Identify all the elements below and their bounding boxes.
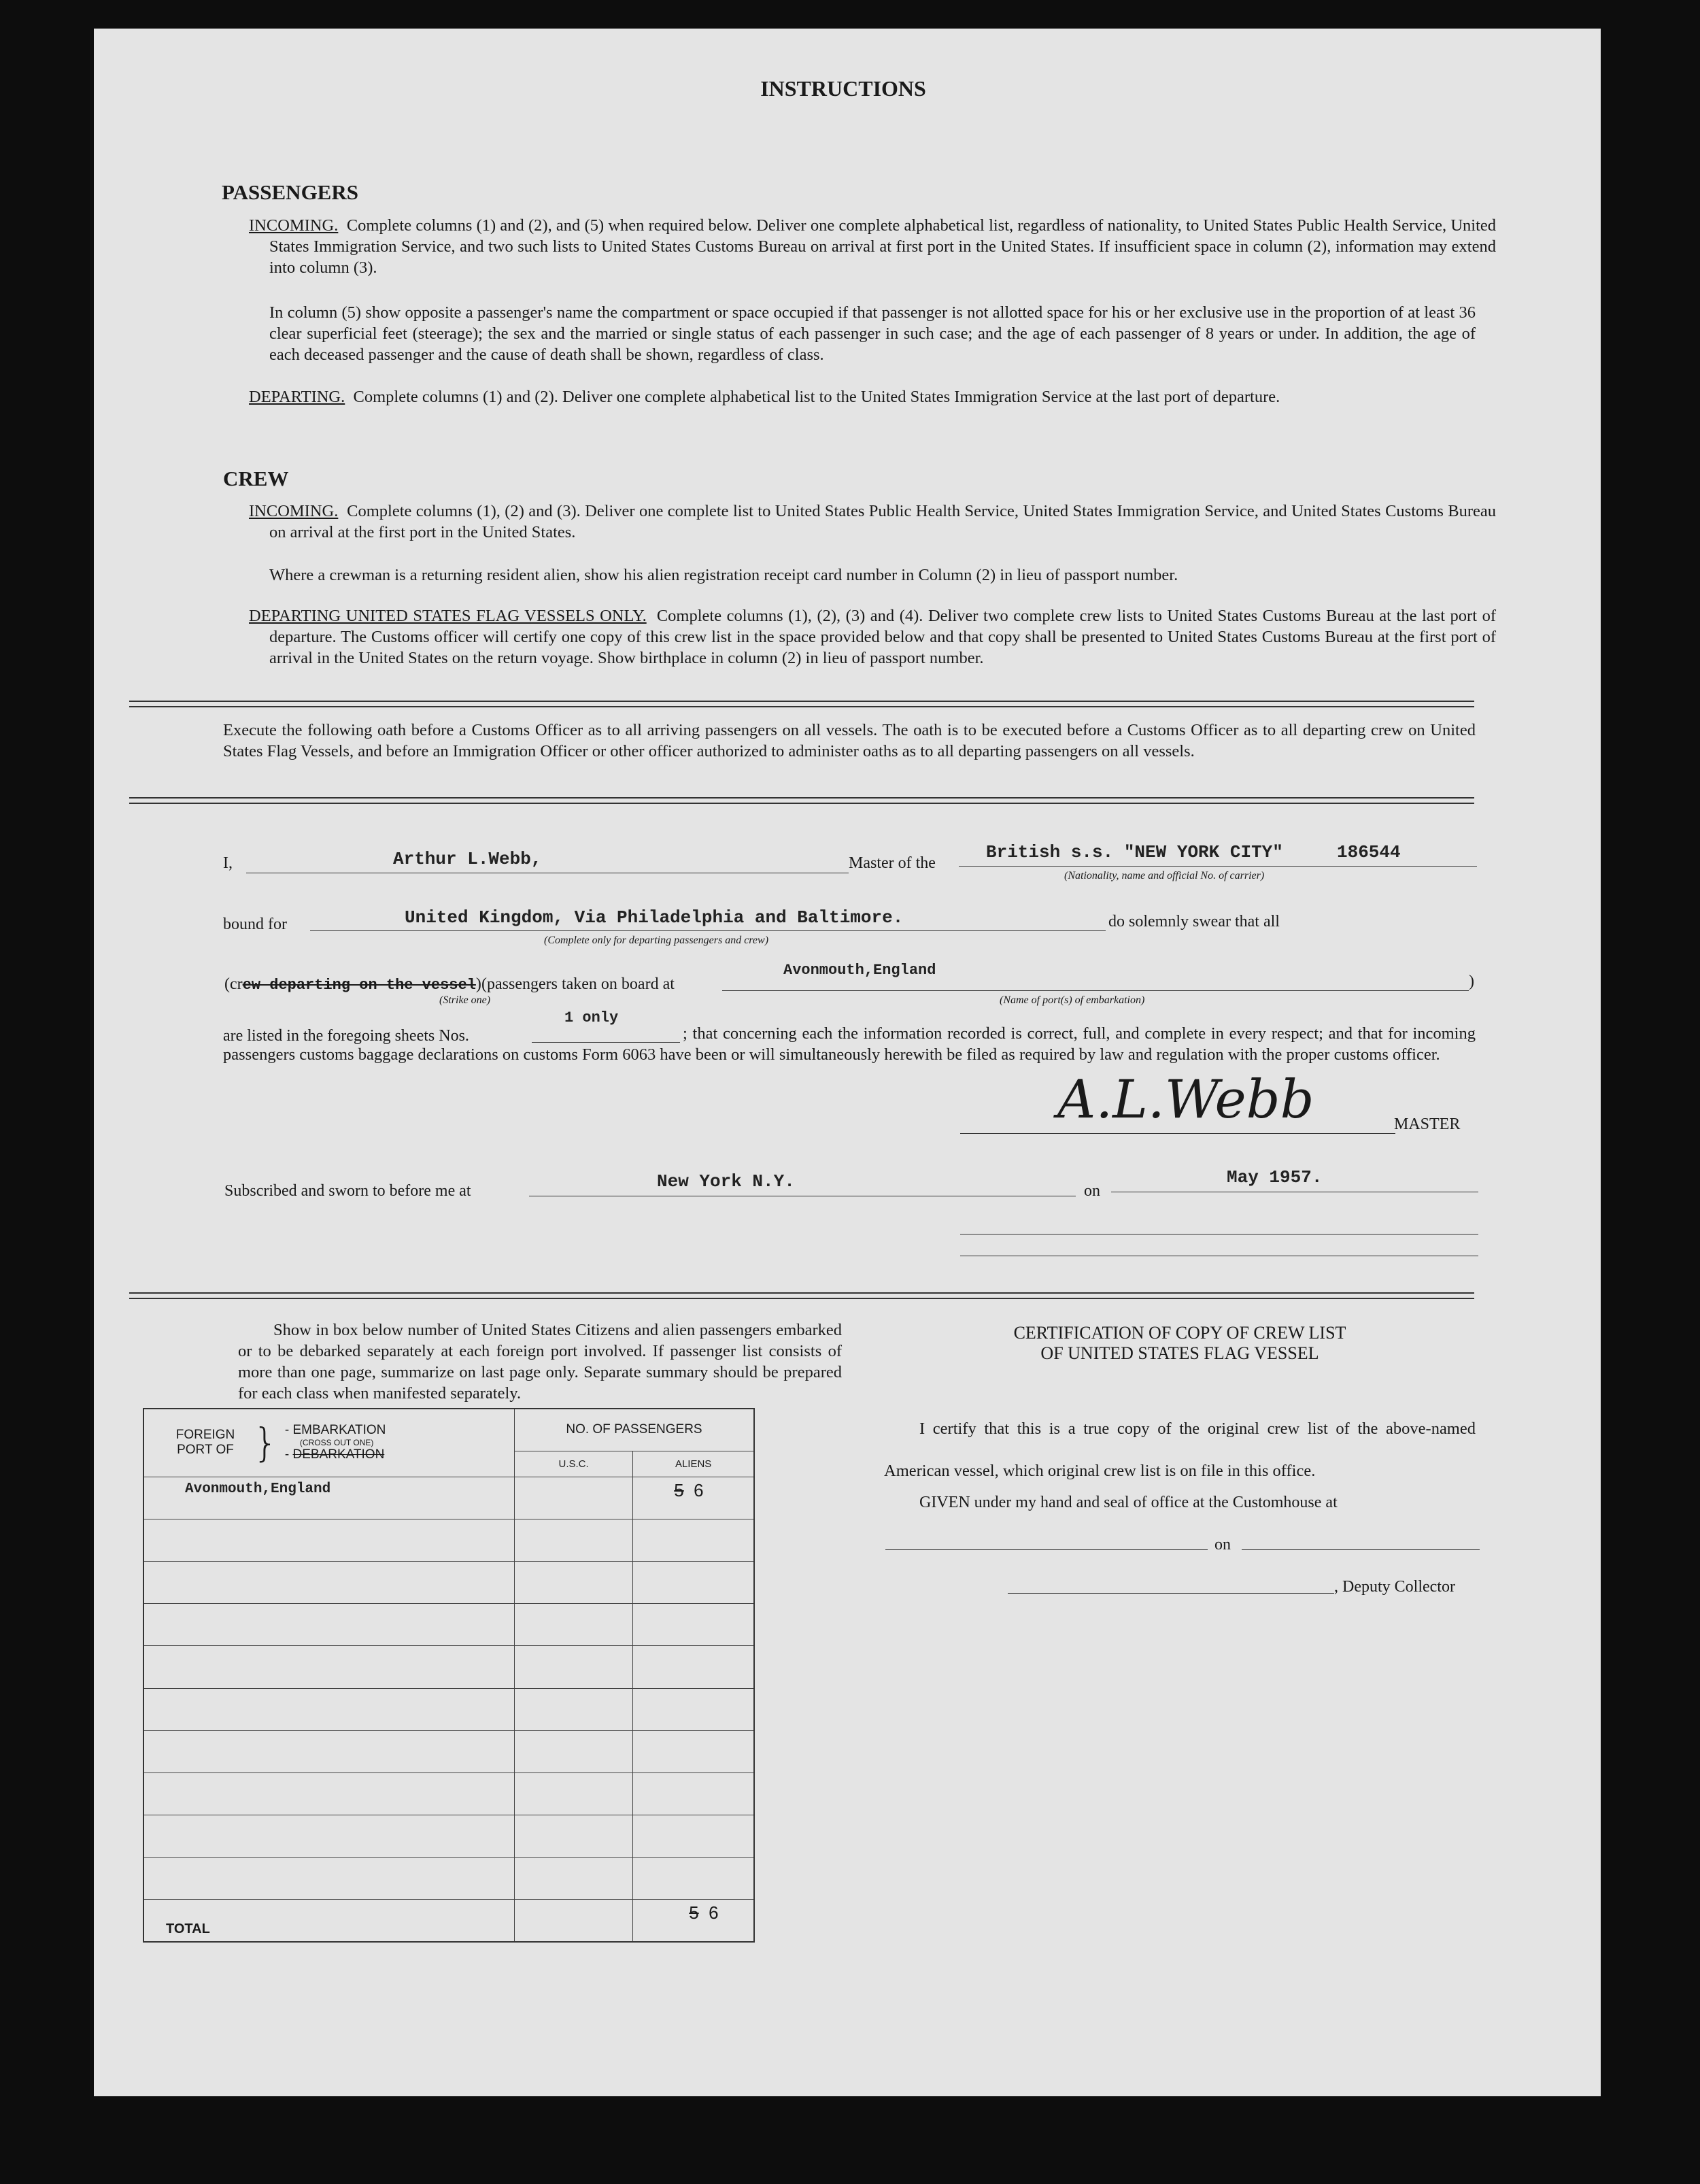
usc-cell: [514, 1646, 632, 1688]
usc-cell: [514, 1773, 632, 1815]
table-row: [143, 1519, 754, 1561]
debarkation-label: [285, 1447, 386, 1462]
certification-on-label: on: [1214, 1536, 1231, 1553]
departing-label: DEPARTING.: [249, 388, 345, 406]
usc-cell: [514, 1688, 632, 1730]
aliens-cell: [633, 1858, 754, 1900]
deputy-signature-line: [1008, 1593, 1334, 1594]
table-row: [143, 1773, 754, 1815]
destination-caption: (Complete only for departing passengers and crew): [544, 935, 769, 946]
port-cell: [143, 1688, 514, 1730]
table-row: [143, 1815, 754, 1858]
aliens-header: ALIENS: [633, 1451, 754, 1477]
aliens-cell: [633, 1562, 754, 1604]
total-aliens-value: 6: [709, 1902, 719, 1923]
port-cell: [143, 1730, 514, 1773]
master-name-value: Arthur L.Webb,: [393, 849, 542, 869]
deputy-collector-label: , Deputy Collector: [1334, 1578, 1455, 1596]
total-aliens-cell: [633, 1900, 754, 1942]
oath-i-label: I,: [223, 854, 233, 872]
passengers-incoming-paragraph: [249, 215, 1496, 278]
table-row: [143, 1730, 754, 1773]
aliens-cell: [633, 1688, 754, 1730]
incoming-label: INCOMING.: [249, 216, 339, 235]
passengers-heading: PASSENGERS: [222, 180, 358, 204]
crew-incoming-text: Complete columns (1), (2) and (3). Deliver one complete list to United States Public Health Service, United States Immigration Service, and United States Customs Bureau on arrival at the first port in the United States.: [269, 502, 1496, 541]
bound-for-label: bound for: [223, 915, 287, 933]
certification-date-line: [1242, 1549, 1480, 1550]
vessel-line: [959, 866, 1477, 867]
port-cell: [143, 1604, 514, 1646]
strike-caption: (Strike one): [439, 994, 491, 1006]
divider-line: [129, 1292, 1474, 1294]
master-signature: A.L.Webb: [1057, 1069, 1314, 1130]
vessel-caption: (Nationality, name and official No. of carrier): [1064, 870, 1265, 881]
usc-cell: [514, 1562, 632, 1604]
total-label: TOTAL: [143, 1900, 514, 1942]
table-row: [143, 1646, 754, 1688]
sheets-value: 1 only: [564, 1009, 619, 1026]
aliens-cell: [633, 1604, 754, 1646]
instructions-title: INSTRUCTIONS: [760, 76, 926, 101]
table-row: [143, 1477, 754, 1519]
port-cell: [143, 1858, 514, 1900]
summary-instructions: Show in box below number of United States Citizens and alien passengers embarked or to be debarked separately at each foreign port involved. If passenger list consists of more than one page, summarize on last page only. Separate summary should be prepared for each class when manifested separately.: [238, 1321, 842, 1402]
subscribed-label: Subscribed and sworn to before me at: [224, 1182, 471, 1200]
port-cell: [143, 1815, 514, 1858]
foreign-port-label: FOREIGN PORT OF: [175, 1428, 235, 1458]
total-row: [143, 1900, 754, 1942]
listed-text: ; that concerning each the information recorded is correct, full, and complete in every respect; and that for incoming passengers customs baggage declarations on customs Form 6063 have been or will simultaneously herewith be filed as required by law and regulation with the proper customs officer.: [223, 1024, 1476, 1064]
aliens-cell: [633, 1773, 754, 1815]
table-row: [143, 1688, 754, 1730]
row-aliens-value: 6: [694, 1479, 704, 1500]
oath-intro-paragraph: Execute the following oath before a Customs Officer as to all arriving passengers on all vessels. The oath is to be executed before a Customs Officer as to all departing crew on United States Flag Vessels, and before an Immigration Officer or other officer authorized to administer oaths as to all departing passengers on all vessels.: [223, 721, 1476, 760]
table-row: [143, 1858, 754, 1900]
crewman-paragraph: Where a crewman is a returning resident alien, show his alien registration receipt card number in Column (2) in lieu of passport number.: [269, 566, 1178, 584]
official-number-value: 186544: [1337, 842, 1401, 862]
port-caption: (Name of port(s) of embarkation): [1000, 994, 1145, 1006]
certification-heading-line1: CERTIFICATION OF COPY OF CREW LIST: [1013, 1323, 1346, 1343]
table-row: [143, 1604, 754, 1646]
divider-line: [129, 706, 1474, 707]
crew-heading: CREW: [223, 467, 289, 490]
vessel-value: British s.s. "NEW YORK CITY": [986, 842, 1283, 862]
port-cell: [143, 1477, 514, 1519]
crew-strike-field: [224, 975, 481, 994]
certify-paragraph: I certify that this is a true copy of the original crew list of the above-named American vessel, which original crew list is on file in this office.: [884, 1419, 1476, 1480]
destination-line: [310, 930, 1106, 931]
usc-cell: [514, 1858, 632, 1900]
crew-suffix: ): [475, 975, 481, 993]
customhouse-line: [885, 1549, 1208, 1550]
debarkation-dash: -: [284, 1447, 293, 1462]
incoming-text: Complete columns (1) and (2), and (5) when required below. Deliver one complete alphabetical list, regardless of nationality, to United States Public Health Service, United States Immigration Service, and two such lists to United States Customs Bureau on arrival at first port in the United States. If insufficient space in column (2), information may extend into column (3).: [269, 216, 1497, 277]
sworn-place-value: New York N.Y.: [657, 1171, 795, 1192]
embarkation-label: - EMBARKATION: [284, 1423, 386, 1438]
taken-on-board-text: (passengers taken on board at: [481, 975, 675, 993]
divider-line: [129, 797, 1474, 799]
destination-value: United Kingdom, Via Philadelphia and Baltimore.: [405, 907, 904, 928]
signature-line: [960, 1133, 1395, 1134]
given-text: GIVEN under my hand and seal of office at the Customhouse at: [919, 1494, 1338, 1511]
crew-incoming-label: INCOMING.: [249, 502, 339, 520]
sworn-on-label: on: [1084, 1182, 1100, 1200]
departing-flag-label: DEPARTING UNITED STATES FLAG VESSELS ONLY.: [249, 607, 647, 625]
departing-flag-text: Complete columns (1), (2), (3) and (4). Deliver two complete crew lists to United States Customs Bureau at the last port of departure. The Customs officer will certify one copy of this crew list in the space provided below and that copy shall be presented to United States Customs Bureau at the first port of arrival in the United States on the return voyage. Show birthplace in column (2) in lieu of passport number.: [269, 607, 1496, 667]
aliens-cell: [633, 1477, 754, 1519]
usc-cell: [514, 1477, 632, 1519]
aliens-cell: [633, 1730, 754, 1773]
sworn-date-value: May 1957.: [1227, 1167, 1323, 1188]
crew-incoming-paragraph: [249, 501, 1496, 543]
usc-cell: [514, 1519, 632, 1561]
certification-heading-line2: OF UNITED STATES FLAG VESSEL: [1040, 1343, 1319, 1363]
listed-label: are listed in the foregoing sheets Nos.: [223, 1027, 469, 1045]
passengers-departing-paragraph: [249, 386, 1496, 407]
total-usc-cell: [514, 1900, 632, 1942]
passenger-summary-table: [143, 1408, 755, 1943]
debarkation-struck: DEBARKATION: [292, 1447, 385, 1462]
departing-text: Complete columns (1) and (2). Deliver one complete alphabetical list to the United States Immigration Service at the last port of departure.: [353, 388, 1280, 406]
port-cell: [143, 1773, 514, 1815]
divider-line: [129, 701, 1474, 702]
certification-heading: [884, 1323, 1476, 1364]
port-value: Avonmouth,England: [783, 962, 936, 979]
swear-text: do solemnly swear that all: [1108, 913, 1280, 930]
row-struck-value: 5: [674, 1479, 684, 1500]
divider-line: [129, 803, 1474, 804]
port-cell: [143, 1646, 514, 1688]
divider-line: [129, 1298, 1474, 1299]
port-line: [722, 990, 1469, 991]
brace-icon: }: [253, 1419, 278, 1466]
departing-flag-paragraph: [249, 605, 1496, 669]
column5-paragraph: In column (5) show opposite a passenger's name the compartment or space occupied if that passenger is not allotted space for his or her exclusive use in the proportion of at least 36 clear superficial feet (steerage); the sex and the married or single status of each passenger in such case; and the age of each passenger of 8 years or under. In addition, the age of each deceased passenger and the cause of death shall be shown, regardless of class.: [269, 303, 1476, 364]
port-cell: [143, 1519, 514, 1561]
table-row: [143, 1562, 754, 1604]
master-label: MASTER: [1394, 1115, 1461, 1133]
master-of-label: Master of the: [849, 854, 936, 872]
cross-out-label: (CROSS OUT ONE): [299, 1438, 374, 1448]
port-cell: [143, 1562, 514, 1604]
close-paren: ): [1469, 973, 1474, 990]
aliens-cell: [633, 1519, 754, 1561]
aliens-cell: [633, 1815, 754, 1858]
row-port-value: Avonmouth,England: [185, 1481, 331, 1497]
total-struck-value: 5: [689, 1902, 699, 1923]
no-of-passengers-header: NO. OF PASSENGERS: [514, 1409, 754, 1451]
usc-header: U.S.C.: [514, 1451, 632, 1477]
aliens-cell: [633, 1646, 754, 1688]
port-header-cell: [143, 1409, 514, 1477]
usc-cell: [514, 1604, 632, 1646]
usc-cell: [514, 1730, 632, 1773]
crew-prefix: (cr: [224, 975, 243, 993]
usc-cell: [514, 1815, 632, 1858]
crew-struck-text: ew departing on the vessel: [242, 977, 476, 994]
